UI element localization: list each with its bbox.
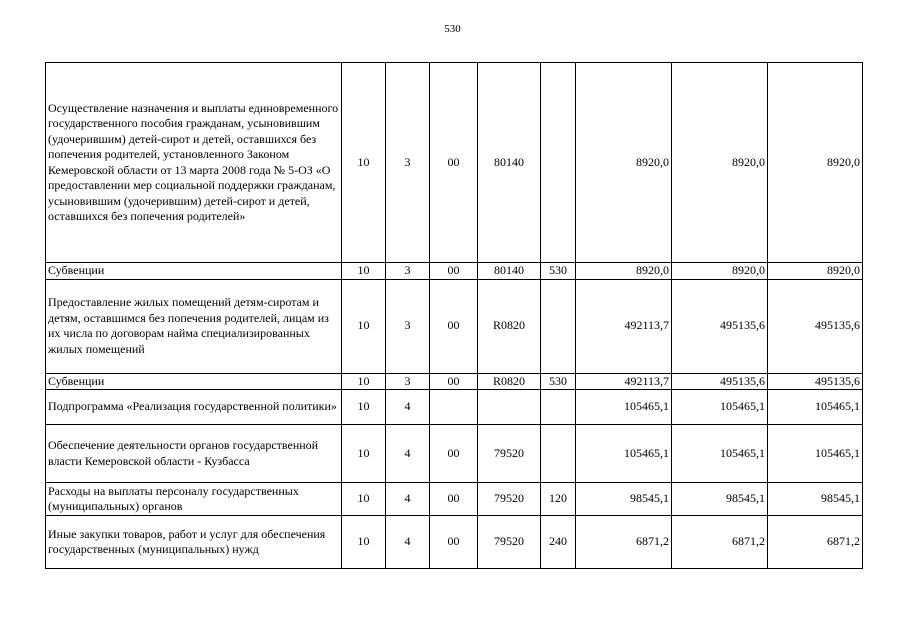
- table-row: [46, 425, 863, 483]
- amount-year-3: 105465,1: [768, 390, 863, 425]
- amount-year-1: 8920,0: [576, 263, 672, 280]
- expense-type-code: 240: [541, 516, 576, 569]
- table-row: [46, 516, 863, 569]
- amount-year-1: 492113,7: [576, 373, 672, 390]
- amount-year-1: 105465,1: [576, 425, 672, 483]
- subsection-code: 3: [386, 63, 430, 263]
- row-name: Предоставление жилых помещений детям-сиротам и детям, оставшимся без попечения родителей, лицам из их числа по договорам найма специализированных жилых помещений: [46, 279, 342, 373]
- section-code: 10: [342, 390, 386, 425]
- subsection-code: 4: [386, 390, 430, 425]
- amount-year-2: 495135,6: [672, 279, 768, 373]
- row-name: Расходы на выплаты персоналу государственных (муниципальных) органов: [46, 483, 342, 516]
- row-name: Обеспечение деятельности органов государственной власти Кемеровской области - Кузбасса: [46, 425, 342, 483]
- item-code: 79520: [478, 483, 541, 516]
- expense-type-code: [541, 390, 576, 425]
- section-code: 10: [342, 63, 386, 263]
- subsection-code: 4: [386, 425, 430, 483]
- page-number: 530: [444, 23, 461, 35]
- amount-year-2: 98545,1: [672, 483, 768, 516]
- amount-year-2: 8920,0: [672, 263, 768, 280]
- section-code: 10: [342, 279, 386, 373]
- item-code: R0820: [478, 373, 541, 390]
- section-code: 10: [342, 483, 386, 516]
- subsection-code: 3: [386, 263, 430, 280]
- program-code: 00: [430, 516, 478, 569]
- amount-year-2: 8920,0: [672, 63, 768, 263]
- expense-type-code: [541, 425, 576, 483]
- subsection-code: 4: [386, 516, 430, 569]
- expense-type-code: [541, 279, 576, 373]
- amount-year-2: 105465,1: [672, 425, 768, 483]
- subsection-code: 3: [386, 279, 430, 373]
- row-name: Субвенции: [46, 373, 342, 390]
- budget-table: [45, 62, 863, 569]
- item-code: R0820: [478, 279, 541, 373]
- row-name: Подпрограмма «Реализация государственной политики»: [46, 390, 342, 425]
- section-code: 10: [342, 425, 386, 483]
- item-code: 80140: [478, 263, 541, 280]
- amount-year-3: 105465,1: [768, 425, 863, 483]
- row-name: Иные закупки товаров, работ и услуг для обеспечения государственных (муниципальных) нужд: [46, 516, 342, 569]
- item-code: 79520: [478, 516, 541, 569]
- program-code: 00: [430, 373, 478, 390]
- expense-type-code: 120: [541, 483, 576, 516]
- table-row: [46, 390, 863, 425]
- amount-year-3: 495135,6: [768, 373, 863, 390]
- amount-year-3: 6871,2: [768, 516, 863, 569]
- table-row: [46, 279, 863, 373]
- program-code: 00: [430, 425, 478, 483]
- row-name: Осуществление назначения и выплаты единовременного государственного пособия гражданам, усыновившим (удочерившим) детей-сирот и детей, оставшихся без попечения родителей, установленного Законом Кемеровской области от 13 марта 2008 года № 5-ОЗ «О предоставлении мер социальной поддержки гражданам, усыновившим (удочерившим) детей-сирот и детей, оставшихся без попечения родителей»: [46, 63, 342, 263]
- subsection-code: 3: [386, 373, 430, 390]
- section-code: 10: [342, 373, 386, 390]
- expense-type-code: 530: [541, 263, 576, 280]
- amount-year-2: 495135,6: [672, 373, 768, 390]
- amount-year-1: 492113,7: [576, 279, 672, 373]
- program-code: [430, 390, 478, 425]
- expense-type-code: [541, 63, 576, 263]
- item-code: [478, 390, 541, 425]
- table-row: [46, 373, 863, 390]
- item-code: 79520: [478, 425, 541, 483]
- row-name: Субвенции: [46, 263, 342, 280]
- amount-year-3: 98545,1: [768, 483, 863, 516]
- amount-year-3: 8920,0: [768, 63, 863, 263]
- table-row: [46, 263, 863, 280]
- amount-year-2: 6871,2: [672, 516, 768, 569]
- amount-year-3: 495135,6: [768, 279, 863, 373]
- table-row: [46, 483, 863, 516]
- subsection-code: 4: [386, 483, 430, 516]
- program-code: 00: [430, 483, 478, 516]
- program-code: 00: [430, 63, 478, 263]
- item-code: 80140: [478, 63, 541, 263]
- program-code: 00: [430, 279, 478, 373]
- amount-year-1: 8920,0: [576, 63, 672, 263]
- amount-year-3: 8920,0: [768, 263, 863, 280]
- amount-year-1: 6871,2: [576, 516, 672, 569]
- table-row: [46, 63, 863, 263]
- amount-year-2: 105465,1: [672, 390, 768, 425]
- expense-type-code: 530: [541, 373, 576, 390]
- section-code: 10: [342, 263, 386, 280]
- amount-year-1: 105465,1: [576, 390, 672, 425]
- section-code: 10: [342, 516, 386, 569]
- program-code: 00: [430, 263, 478, 280]
- amount-year-1: 98545,1: [576, 483, 672, 516]
